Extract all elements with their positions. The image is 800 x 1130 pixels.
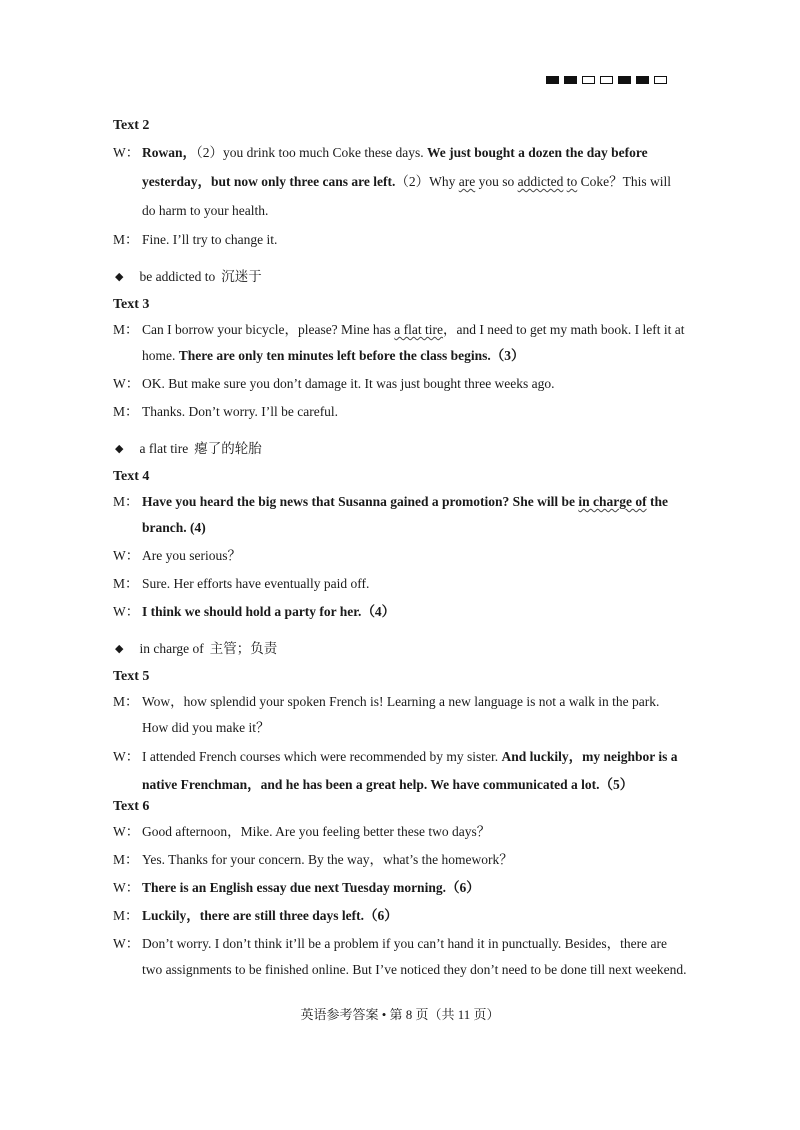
dialogue-line [113, 317, 687, 369]
dialogue-line [113, 227, 687, 253]
vocab-meaning: 沉迷于 [221, 269, 262, 284]
dialogue-text: Fine. I’ll try to change it. [142, 232, 278, 247]
dialogue-text: Wow，how splendid your spoken French is! Learning a new language is not a walk in the park. How did you make it？ [142, 694, 660, 735]
vocab-note [113, 267, 687, 287]
answer-evidence: We just bought a dozen the day before yesterday，but now only three cans are left. [142, 145, 648, 189]
dialogue-text: Sure. Her efforts have eventually paid off. [142, 576, 370, 591]
speaker-label: W： [113, 548, 140, 563]
answer-number: （6） [363, 908, 398, 923]
dialogue-text: Coke？This will do harm to your health. [142, 174, 671, 218]
diamond-bullet-icon: ◆ [115, 271, 124, 283]
wavy-underline-phrase: a flat tire [394, 322, 444, 337]
dialogue-line [113, 743, 687, 799]
speaker-label: M： [113, 908, 139, 923]
answer-number: （3） [490, 348, 525, 363]
speaker-label: W： [113, 936, 140, 951]
dialogue-text: Are you serious？ [142, 548, 241, 563]
vocab-phrase: a flat tire [139, 441, 189, 456]
wavy-underline-phrase: in charge of [578, 494, 647, 509]
wavy-underline-word: to [566, 174, 578, 189]
speaker-label: M： [113, 494, 139, 509]
speaker-label: W： [113, 376, 140, 391]
header-mark-empty [582, 76, 595, 84]
vocab-note [113, 639, 687, 659]
answer-evidence: There is an English essay due next Tuesday morning. [142, 880, 446, 895]
header-mark-filled [564, 76, 577, 84]
answer-number: （6） [445, 880, 480, 895]
dialogue-text: Yes. Thanks for your concern. By the way，what’s the homework？ [142, 852, 513, 867]
section-heading-text6: Text 6 [113, 799, 150, 814]
diamond-bullet-icon: ◆ [115, 443, 124, 455]
dialogue-text: ，and I need to get my math book. I left it at home. [142, 322, 685, 363]
vocab-phrase: in charge of [139, 641, 204, 656]
vocab-meaning: 主管；负责 [209, 641, 278, 656]
dialogue-text: Can I borrow your bicycle，please? Mine has [142, 322, 395, 337]
answer-evidence: I think we should hold a party for her. [142, 604, 362, 619]
speaker-label: W： [113, 145, 140, 160]
speaker-label: W： [113, 749, 140, 764]
wavy-underline-word: are [458, 174, 476, 189]
dialogue-line [113, 543, 687, 569]
vocab-meaning: 瘪了的轮胎 [194, 441, 262, 456]
speaker-label: M： [113, 322, 139, 337]
dialogue-text: Good afternoon，Mike. Are you feeling better these two days？ [142, 824, 491, 839]
diamond-bullet-icon: ◆ [115, 643, 124, 655]
dialogue-line [113, 399, 687, 425]
dialogue-line [113, 689, 687, 741]
dialogue-text: OK. But make sure you don’t damage it. It was just bought three weeks ago. [142, 376, 555, 391]
answer-number: （5） [599, 777, 634, 792]
answer-evidence: Luckily，there are still three days left. [142, 908, 364, 923]
dialogue-text: Thanks. Don’t worry. I’ll be careful. [142, 404, 339, 419]
header-page-marks [546, 76, 667, 84]
section-heading-text3: Text 3 [113, 297, 150, 312]
dialogue-line [113, 371, 687, 397]
dialogue-line [113, 903, 687, 929]
dialogue-bold: Rowan， [142, 145, 197, 160]
dialogue-line [113, 571, 687, 597]
speaker-label: M： [113, 404, 139, 419]
dialogue-line [113, 931, 687, 983]
dialogue-text: （2）you drink too much Coke these days. [196, 145, 427, 160]
answer-evidence: And luckily，my neighbor is a native Frenchman，and he has been a great help. We have communicated a lot. [142, 749, 678, 792]
answer-content [113, 110, 687, 983]
header-mark-filled [618, 76, 631, 84]
dialogue-text: （2）Why [395, 174, 459, 189]
dialogue-line [113, 599, 687, 625]
speaker-label: M： [113, 852, 139, 867]
speaker-label: M： [113, 232, 139, 247]
speaker-label: W： [113, 604, 140, 619]
answer-evidence: There are only ten minutes left before the class begins. [178, 348, 491, 363]
header-mark-filled [546, 76, 559, 84]
vocab-note [113, 439, 687, 459]
speaker-label: M： [113, 694, 139, 709]
dialogue-line [113, 138, 687, 225]
dialogue-line [113, 489, 687, 541]
section-heading-text2: Text 2 [113, 118, 150, 133]
header-mark-empty [654, 76, 667, 84]
dialogue-line [113, 819, 687, 845]
section-heading-text4: Text 4 [113, 469, 150, 484]
dialogue-text: I attended French courses which were recommended by my sister. [142, 749, 502, 764]
dialogue-line [113, 847, 687, 873]
header-mark-filled [636, 76, 649, 84]
answer-number: （4） [361, 604, 396, 619]
section-heading-text5: Text 5 [113, 669, 150, 684]
speaker-label: W： [113, 824, 140, 839]
speaker-label: W： [113, 880, 140, 895]
wavy-underline-phrase: addicted [517, 174, 564, 189]
header-mark-empty [600, 76, 613, 84]
page-footer: 英语参考答案 • 第 8 页（共 11 页） [300, 1007, 500, 1022]
dialogue-text: Don’t worry. I don’t think it’ll be a problem if you can’t hand it in punctually. Besides，there are two assignments to be finished online. But I’ve noticed they don’t need to be done till next weekend. [142, 936, 687, 977]
dialogue-line [113, 875, 687, 901]
dialogue-text: you so [475, 174, 518, 189]
speaker-label: M： [113, 576, 139, 591]
answer-evidence: the branch. (4) [142, 494, 668, 535]
vocab-phrase: be addicted to [139, 269, 216, 284]
answer-evidence: Have you heard the big news that Susanna gained a promotion? She will be [142, 494, 579, 509]
